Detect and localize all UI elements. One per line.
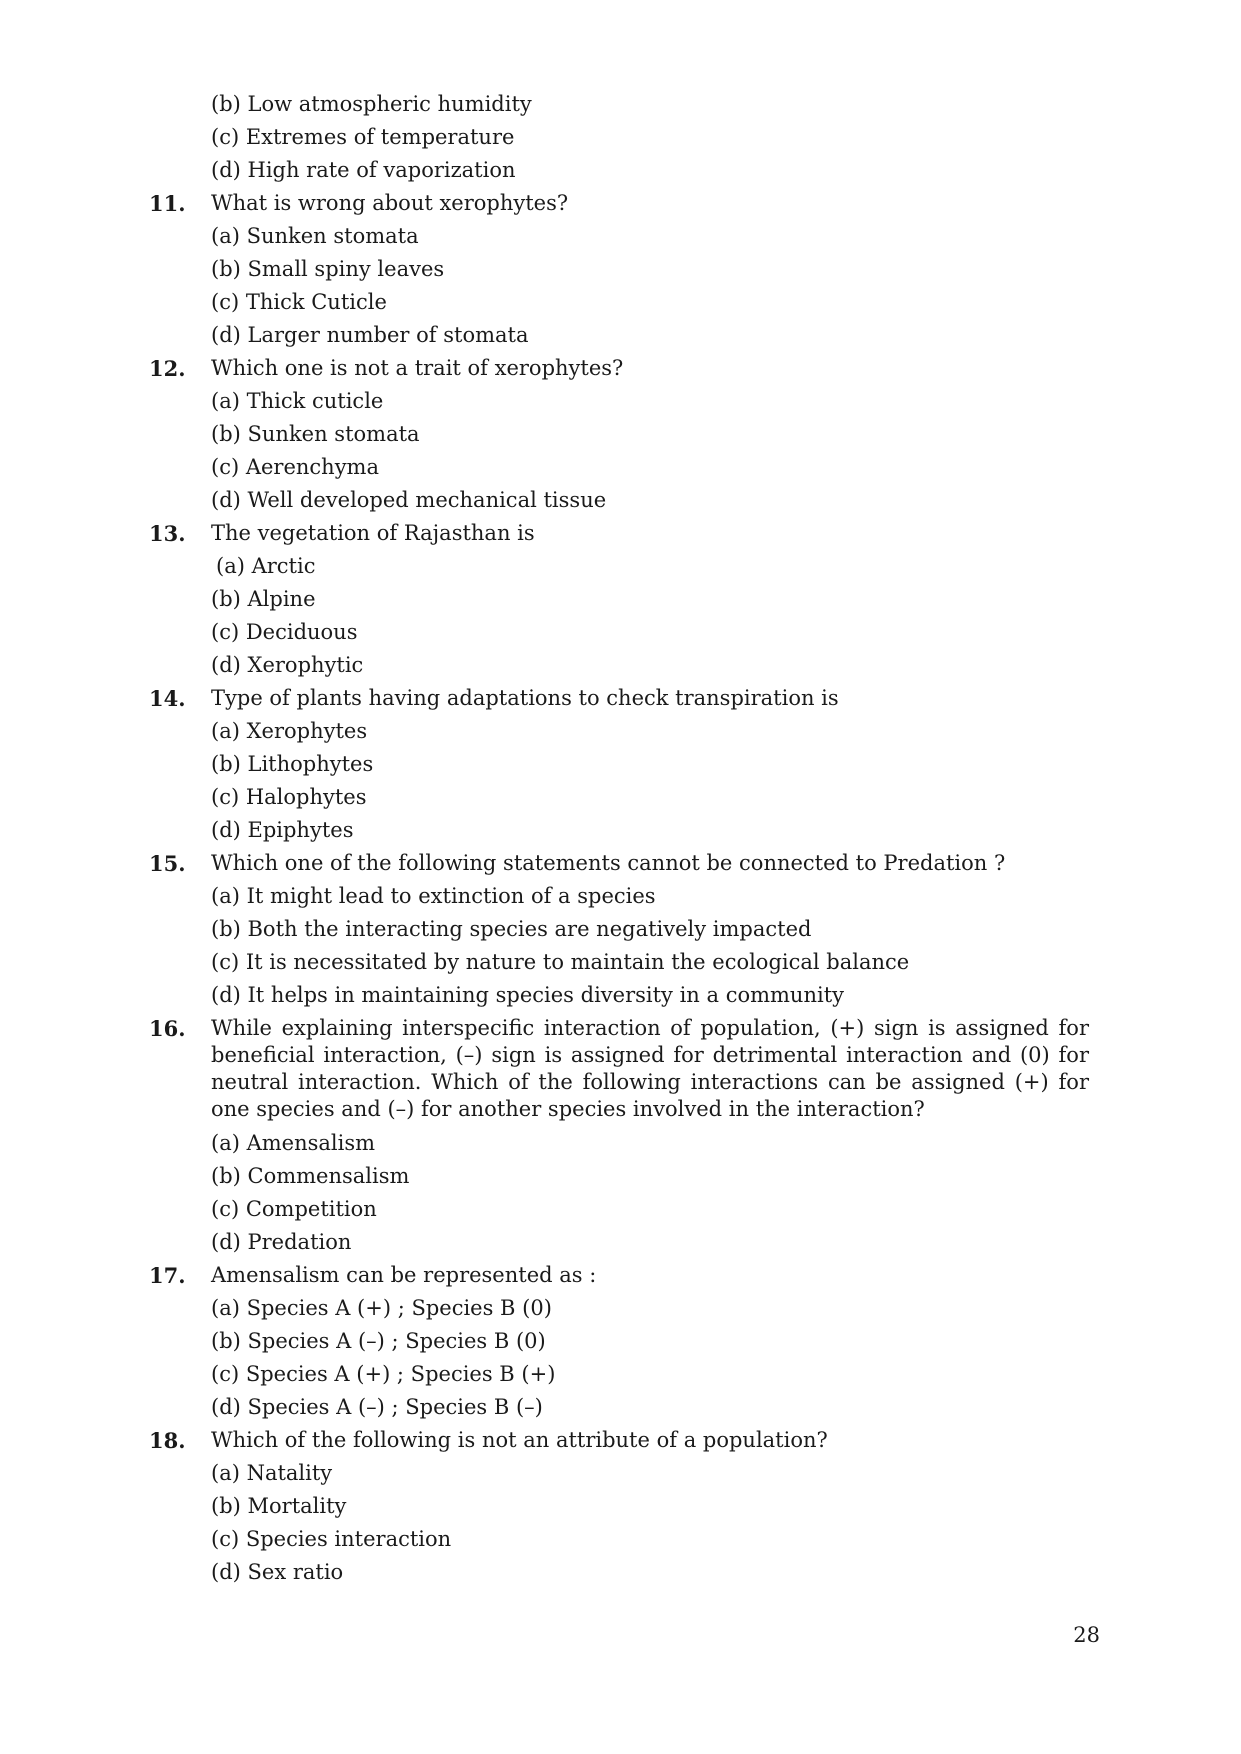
option-item: (d) Xerophytic [211, 653, 364, 677]
question-number: 17. [149, 1263, 186, 1288]
option-item: (c) Halophytes [211, 785, 367, 809]
option-item: (b) Small spiny leaves [211, 257, 445, 281]
option-item: (b) Species A (–) ; Species B (0) [211, 1329, 546, 1353]
option-item: (b) Lithophytes [211, 752, 374, 776]
option-item: (d) High rate of vaporization [211, 158, 516, 182]
option-item: (c) Species A (+) ; Species B (+) [211, 1362, 556, 1386]
option-item: (b) Mortality [211, 1494, 347, 1518]
option-item: (d) Well developed mechanical tissue [211, 488, 607, 512]
question-text: While explaining interspecific interaction of population, (+) sign is assigned for beneficial interaction, (–) sign is assigned for detrimental interaction and (0) for neutral interaction. Which of the following interactions can be assigned (+) for one species and (–) for another species involved in the interaction? [211, 1016, 1089, 1121]
option-item: (d) Epiphytes [211, 818, 354, 842]
option-item: (a) It might lead to extinction of a species [211, 884, 656, 908]
question-number: 14. [149, 686, 186, 711]
question-text: Which of the following is not an attribute of a population? [211, 1428, 828, 1452]
option-item: (d) Sex ratio [211, 1560, 344, 1584]
question-17 [149, 1259, 1089, 1292]
question-number: 12. [149, 356, 186, 381]
question-number: 13. [149, 521, 186, 546]
page-number: 28 [1073, 1623, 1100, 1647]
option-item: (c) Thick Cuticle [211, 290, 387, 314]
option-item: (a) Thick cuticle [211, 389, 384, 413]
option-item: (c) Species interaction [211, 1527, 452, 1551]
question-text: Amensalism can be represented as : [211, 1263, 597, 1287]
option-item: (c) Aerenchyma [211, 455, 379, 479]
option-item: (a) Amensalism [211, 1131, 376, 1155]
question-text: The vegetation of Rajasthan is [211, 521, 535, 545]
option-item: (b) Low atmospheric humidity [211, 92, 532, 116]
question-number: 16. [149, 1016, 186, 1041]
question-11 [149, 187, 1089, 220]
question-13 [149, 517, 1089, 550]
question-16 [149, 1012, 1089, 1123]
option-item: (a) Sunken stomata [211, 224, 419, 248]
question-14 [149, 682, 1089, 715]
question-text: Which one is not a trait of xerophytes? [211, 356, 624, 380]
option-item: (d) Predation [211, 1230, 352, 1254]
option-item: (c) It is necessitated by nature to maintain the ecological balance [211, 950, 910, 974]
question-text: Which one of the following statements cannot be connected to Predation ? [211, 851, 1006, 875]
question-number: 18. [149, 1428, 186, 1453]
option-item: (d) Larger number of stomata [211, 323, 529, 347]
option-item: (b) Both the interacting species are negatively impacted [211, 917, 812, 941]
option-item: (b) Alpine [211, 587, 316, 611]
option-item: (b) Sunken stomata [211, 422, 420, 446]
question-15 [149, 847, 1089, 880]
option-item: (a) Species A (+) ; Species B (0) [211, 1296, 552, 1320]
option-item: (a) Natality [211, 1461, 333, 1485]
option-item: (a) Xerophytes [211, 719, 368, 743]
question-text: Type of plants having adaptations to check transpiration is [211, 686, 839, 710]
question-number: 11. [149, 191, 186, 216]
question-number: 15. [149, 851, 186, 876]
option-item: (d) Species A (–) ; Species B (–) [211, 1395, 543, 1419]
question-list [149, 88, 1089, 1589]
option-item: (b) Commensalism [211, 1164, 410, 1188]
option-item: (d) It helps in maintaining species diversity in a community [211, 983, 845, 1007]
option-item: (c) Deciduous [211, 620, 358, 644]
question-12 [149, 352, 1089, 385]
option-item: (c) Extremes of temperature [211, 125, 515, 149]
question-text: What is wrong about xerophytes? [211, 191, 569, 215]
question-18 [149, 1424, 1089, 1457]
option-item: (c) Competition [211, 1197, 377, 1221]
option-item: (a) Arctic [216, 554, 316, 578]
